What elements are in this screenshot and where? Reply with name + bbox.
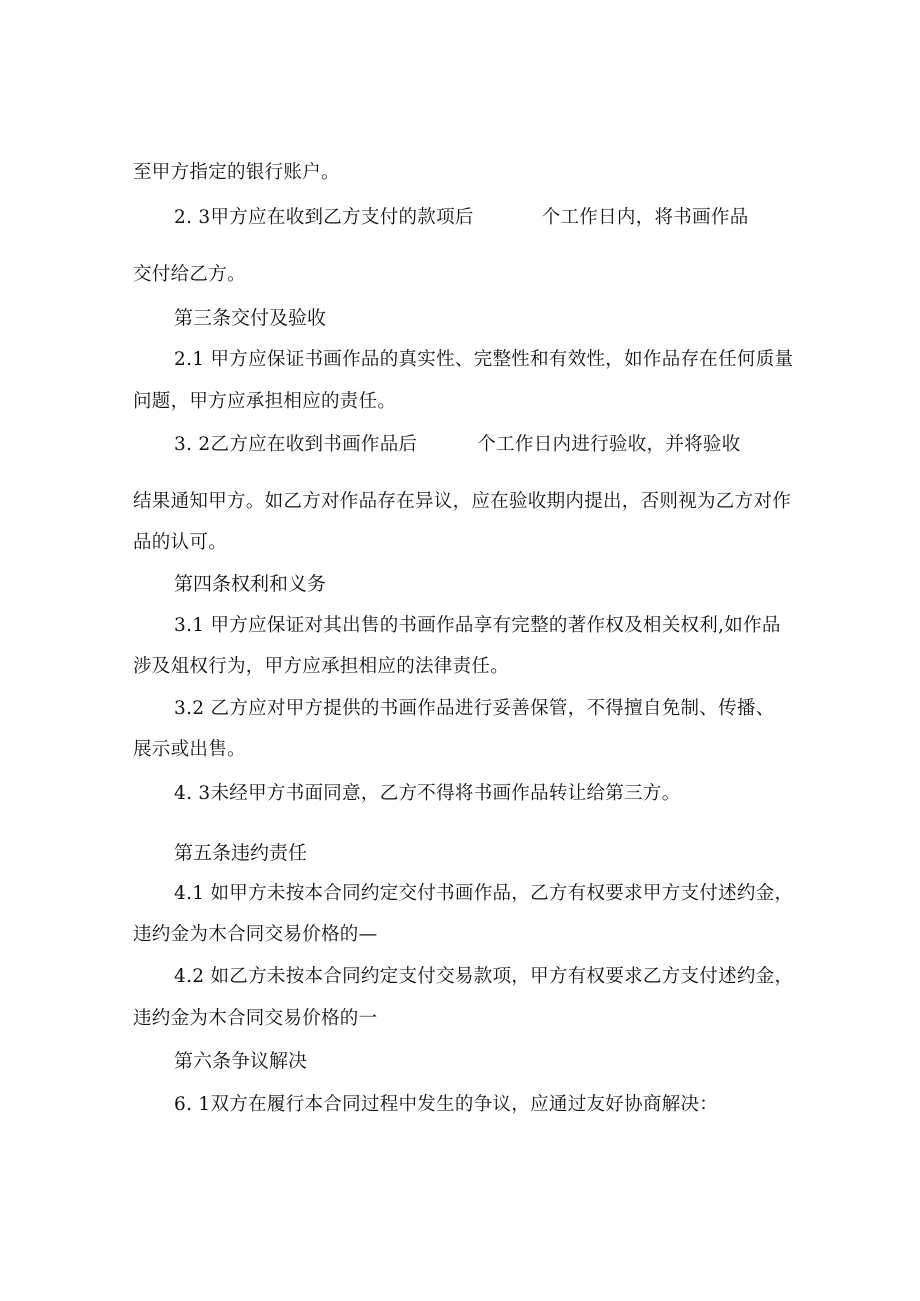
body-line: 3.1 甲方应保证对其出售的书画作品享有完整的著作权及相关权利,如作品 bbox=[174, 615, 781, 636]
section-heading-6: 第六条争议解决 bbox=[174, 1050, 308, 1072]
body-line: 品的认可。 bbox=[133, 532, 228, 553]
body-line: 展示或出售。 bbox=[133, 739, 246, 760]
body-line: 交付给乙方。 bbox=[133, 264, 246, 285]
clause-text-start: 2. 3甲方应在收到乙方支付的款项后 bbox=[174, 207, 474, 228]
body-line: 2.1 甲方应保证书画作品的真实性、完整性和有效性，如作品存在任何质量 bbox=[174, 349, 794, 370]
body-line: 结果通知甲方。如乙方对作品存在异议，应在验收期内提出，否则视为乙方对作 bbox=[133, 491, 792, 512]
body-line-clause-2-3 bbox=[174, 205, 749, 231]
clause-text-end: 个工作日内进行验收，并将验收 bbox=[477, 434, 741, 455]
body-line: 涉及俎权行为，甲方应承担相应的法律责任。 bbox=[133, 656, 510, 677]
body-line: 问题，甲方应承担相应的责任。 bbox=[133, 391, 397, 412]
section-heading-5: 第五条违约责任 bbox=[174, 842, 308, 864]
body-line: 3.2 乙方应对甲方提供的书画作品进行妥善保管，不得擅自免制、传播、 bbox=[174, 698, 775, 719]
body-line: 4.2 如乙方未按本合同约定支付交易款项，甲方有权要求乙方支付述约金， bbox=[174, 966, 794, 987]
body-line: 6. 1双方在履行本合同过程中发生的争议，应通过友好协商解决： bbox=[174, 1094, 719, 1115]
body-line: 至甲方指定的银行账户。 bbox=[133, 162, 340, 183]
clause-text-end: 个工作日内，将书画作品 bbox=[541, 207, 749, 228]
body-line: 违约金为木合同交易价格的— bbox=[133, 924, 378, 945]
body-line: 4. 3未经甲方书面同意，乙方不得将书画作品转让给第三方。 bbox=[174, 783, 681, 804]
section-heading-4: 第四条权利和义务 bbox=[174, 573, 327, 595]
body-line-clause-3-2 bbox=[174, 432, 741, 458]
body-line: 4.1 如甲方未按本合同约定交付书画作品，乙方有权要求甲方支付述约金， bbox=[174, 883, 794, 904]
body-line: 违约金为木合同交易价格的一 bbox=[133, 1008, 378, 1029]
clause-text-start: 3. 2乙方应在收到书画作品后 bbox=[174, 434, 418, 455]
section-heading-3: 第三条交付及验收 bbox=[174, 307, 327, 329]
